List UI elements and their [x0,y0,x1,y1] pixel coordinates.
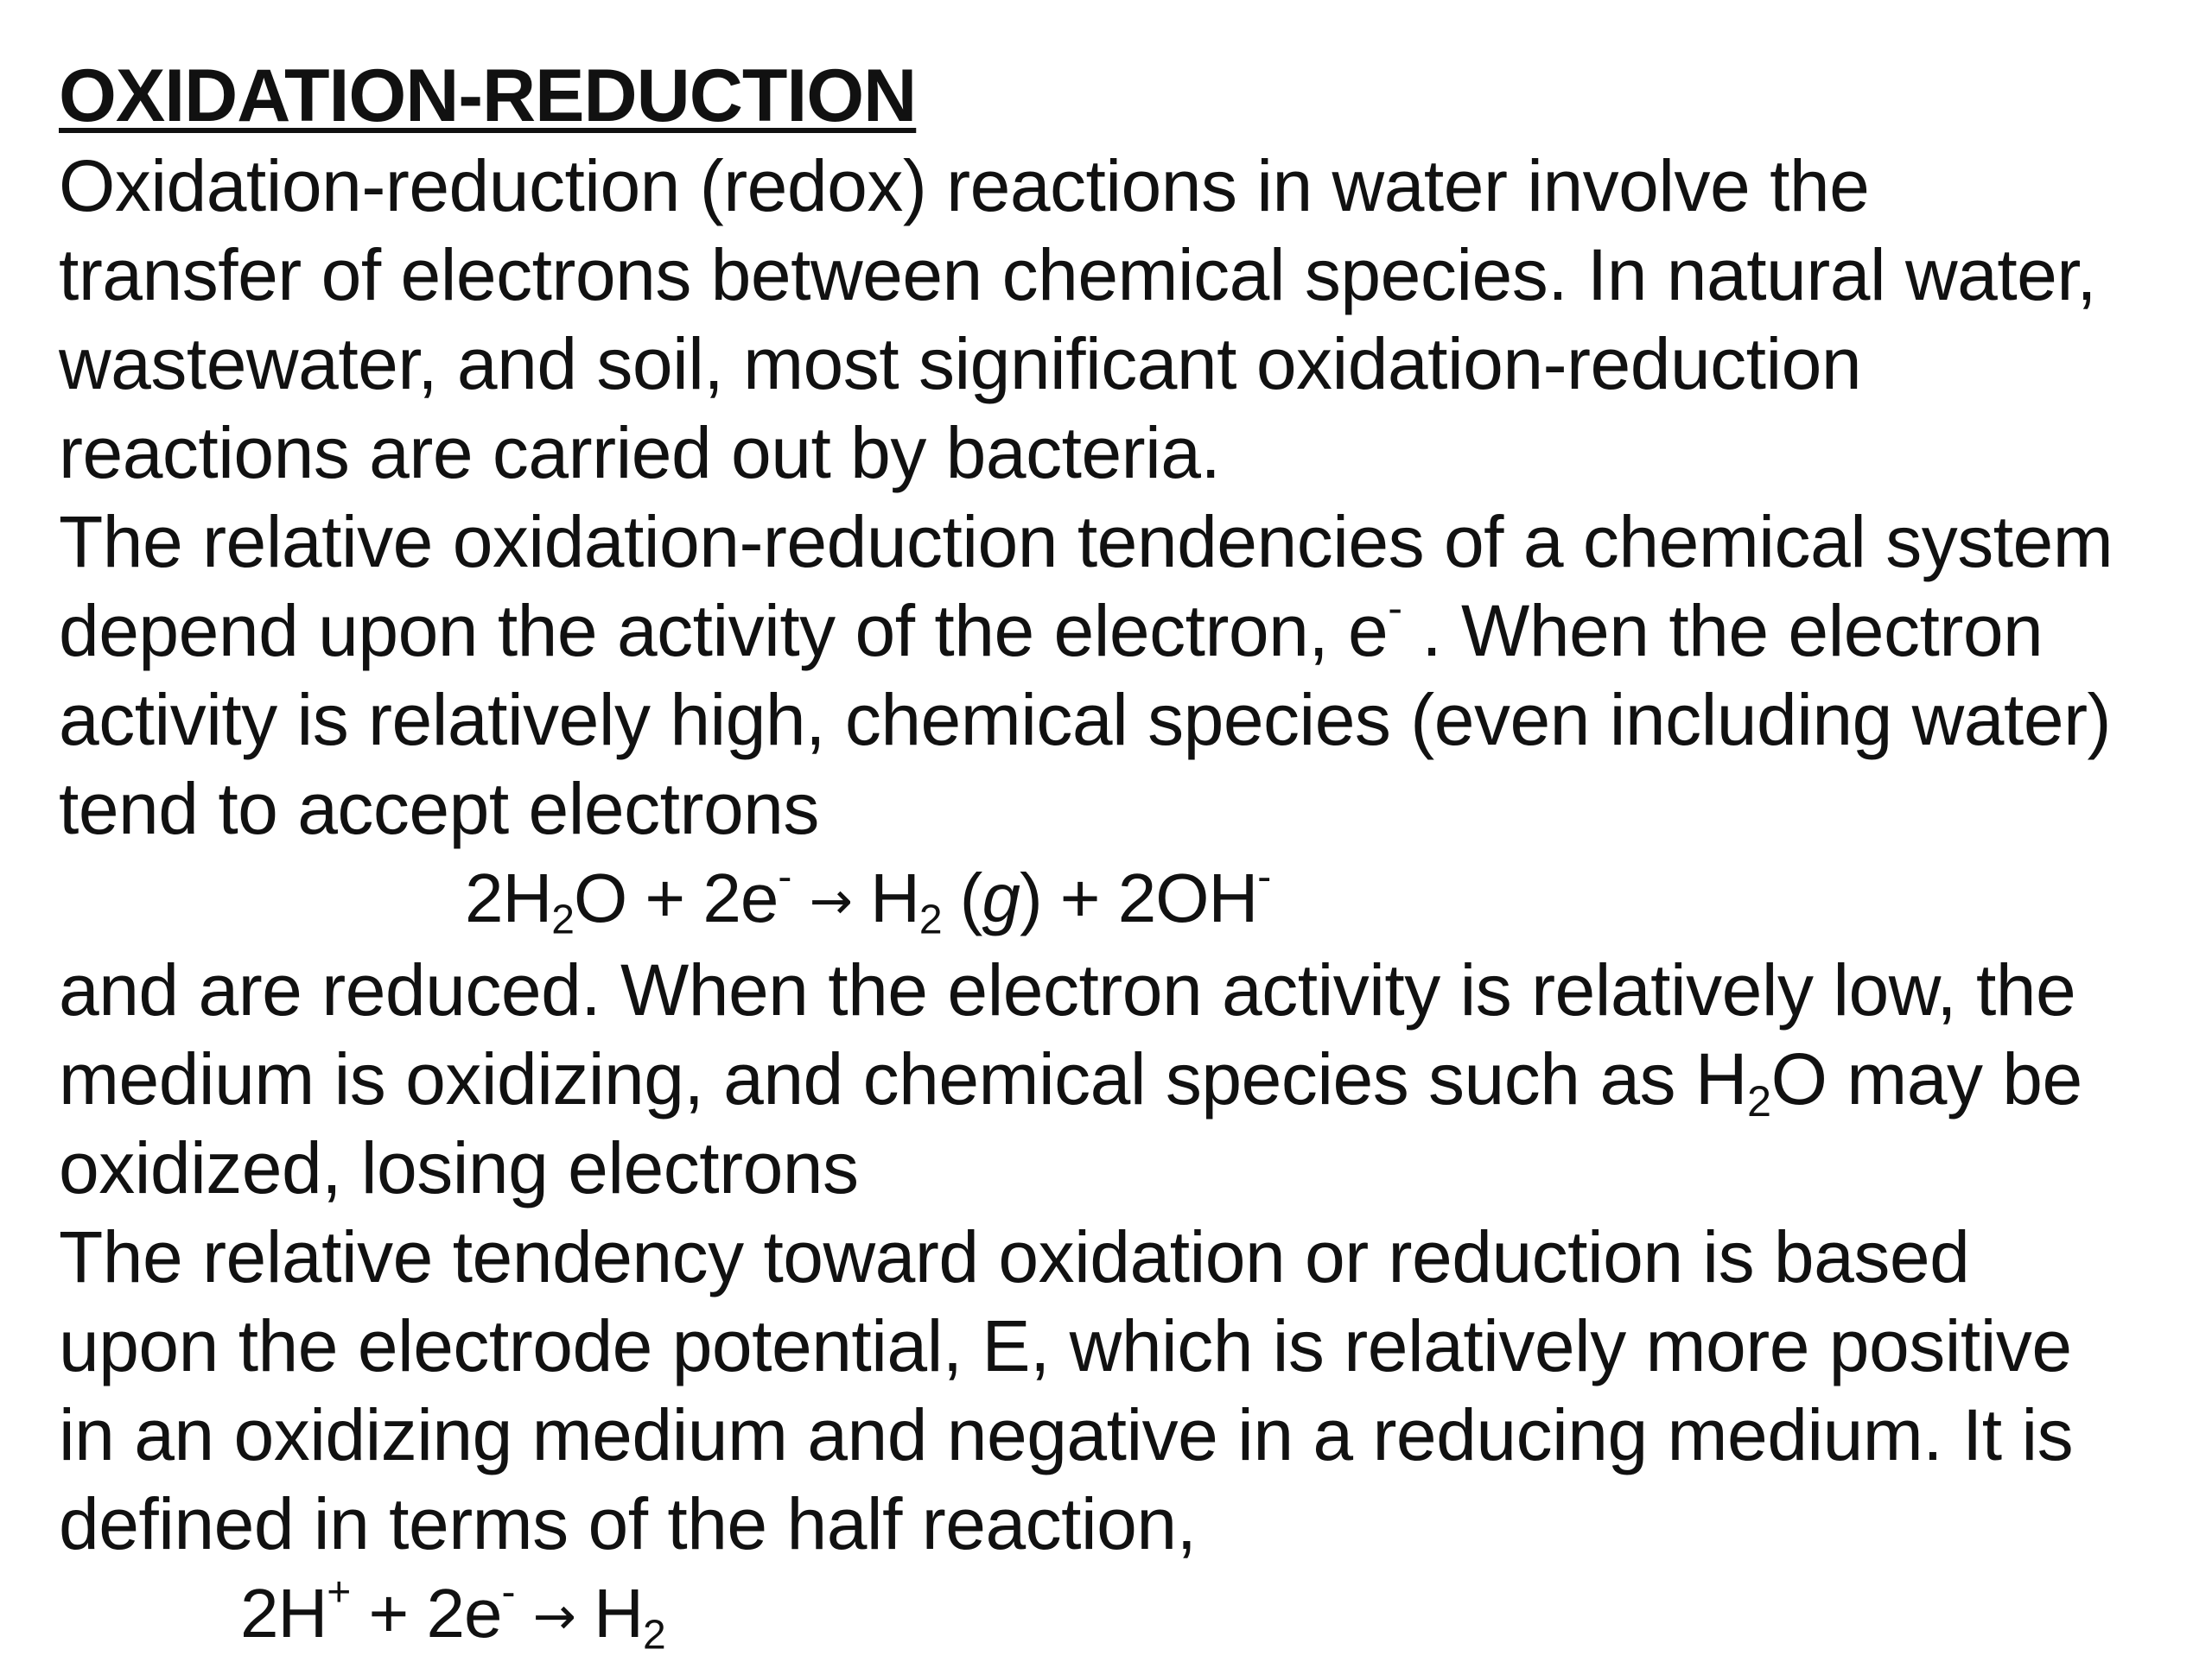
text-line [59,1035,2193,1124]
text-line [59,583,2193,676]
text-line: tend to accept electrons [59,768,819,849]
eq-term: ) + 2OH [1019,860,1258,936]
superscript: - [1257,854,1271,900]
paragraph-oxidizing-medium [59,946,2193,1213]
phase-gas: g [982,860,1020,936]
subscript: 2 [551,897,574,943]
eq-term: + 2e [350,1575,502,1652]
eq-term: 2H [465,860,552,936]
text-line: in an oxidizing medium and negative in a reducing medium. It is [59,1394,2074,1476]
text-line: The relative tendency toward oxidation or reduction is based [59,1216,1970,1298]
subscript: 2 [918,897,942,943]
equation-hydrogen-half-reaction [59,1569,2193,1661]
paragraph-redox-intro [59,142,2193,498]
text-fragment: depend upon the activity of the electron, e [59,590,1389,671]
text-line: and are reduced. When the electron activity is relatively low, the [59,949,2076,1031]
text-line: oxidized, losing electrons [59,1127,859,1209]
eq-term: O + 2e [573,860,779,936]
text-fragment: . When the electron [1402,590,2044,671]
equation-water-reduction [59,853,2193,946]
text-line: wastewater, and soil, most significant oxidation-reduction [59,323,1862,404]
superscript: - [778,854,791,900]
eq-term: H [851,860,919,936]
paragraph-electrode-potential [59,1213,2193,1569]
text-line: The relative oxidation-reduction tendencies of a chemical system [59,501,2113,582]
text-line: upon the electrode potential, E, which is relatively more positive [59,1305,2072,1387]
superscript: - [501,1570,515,1616]
slide-content [59,50,2193,1662]
eq-term: H [575,1575,643,1652]
reaction-arrow-icon: → [809,871,852,932]
reaction-arrow-icon: → [532,1586,575,1647]
text-line: Oxidation-reduction (redox) reactions in water involve the [59,145,1870,226]
text-line: activity is relatively high, chemical species (even including water) [59,679,2112,760]
superscript: - [1388,583,1402,633]
subscript: 2 [1747,1076,1771,1126]
subscript: 2 [642,1612,665,1659]
eq-term: ( [941,860,982,936]
text-line: transfer of electrons between chemical species. In natural water, [59,234,2097,315]
text-fragment: O may be [1770,1038,2082,1120]
paragraph-electron-activity [59,498,2193,853]
text-line: defined in terms of the half reaction, [59,1483,1197,1565]
slide-title: OXIDATION-REDUCTION [59,54,917,137]
text-line: reactions are carried out by bacteria. [59,412,1221,493]
superscript: + [327,1570,351,1616]
text-fragment: medium is oxidizing, and chemical species such as H [59,1038,1748,1120]
eq-term: 2H [240,1575,327,1652]
